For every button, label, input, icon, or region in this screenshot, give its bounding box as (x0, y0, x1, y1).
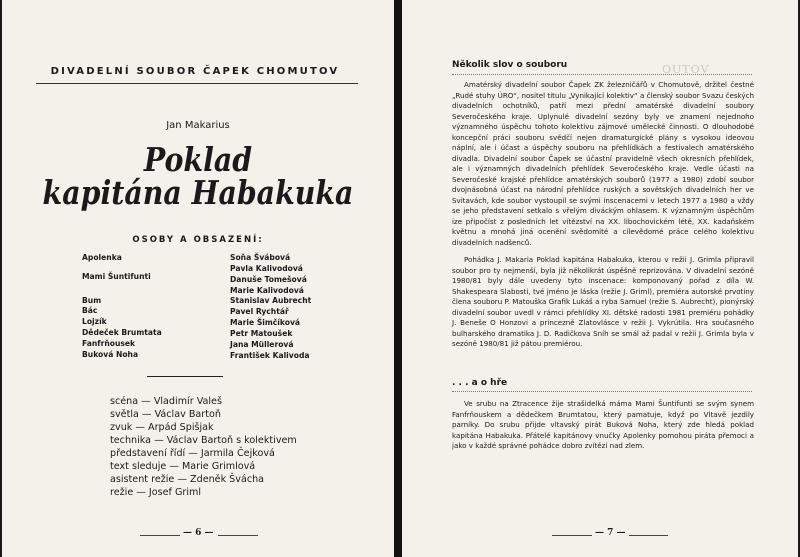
cast-actor: František Kalivoda (230, 351, 310, 360)
cast-actor: Pavel Rychtář (230, 307, 289, 316)
separator-rule (147, 376, 223, 377)
theatre-company-header: DIVADELNÍ SOUBOR ČAPEK CHOMUTOV (50, 66, 340, 77)
credit-line: technika — Václav Bartoň s kolektivem (110, 435, 297, 446)
book-gutter (394, 0, 402, 557)
cast-actor: Marie Šimčíková (230, 318, 301, 327)
section-title-about-company: Několik slov o souboru (452, 60, 568, 70)
company-paragraph-1 (452, 80, 754, 248)
cast-actor: Soňa Švábová (230, 253, 291, 262)
cast-role: Bum (82, 296, 102, 305)
section-rule (452, 391, 752, 392)
credit-line: režie — Josef Griml (110, 487, 202, 498)
cast-actor: Pavla Kalivodová (230, 264, 303, 273)
paragraph-text: Amatérský divadelní soubor Čapek ZK železničářů v Chomutově, držitel čestné „Rudé stuhy ÚRO“, nositel titulu „Vynikající kolektiv“ a členský soubor Svazu českých divadelních ochotníků, patří mezi přední amatérské divadelní soubory Severočeského kraje. Uplynulé divadelní sezóny byly ve znamení nejednoho významného úspěchu tohoto kolektivu zájmové umělecké činnosti. O dlouhodobé koncepční práci souboru svědčí nejen dramaturgické plány s vysokou ideovou náplní, ale i účast a úspěchy souboru na přehlídkách a festivalech amatérského divadla. Divadelní soubor Čapek se účastní pravidelně všech okresních přehlídek, ale i významných divadelních přehlídek Severočeského kraje. Vedle účasti na Severočeské krajské přehlídce amatérských souborů (1977 a 1980) zdobí soubor dvojnásobná účast na národní přehlídce ruských a sovětských divadelních her ve Svitavách, kde soubor vystoupil se svými inscenacemi v letech 1977 a 1980 a vždy se jeho představení setkalo s vřelým diváckým ohlasem. K významným úspěchům ize připočíst z posledních let vítězství na XX. libochovickém létě, XX. kadaňském květnu a mnohá jiná ocenění svědomité a cílevědomé práce celého kolektivu divadelních nadšenců. (452, 80, 754, 247)
play-title (29, 140, 366, 212)
credit-line: světla — Václav Bartoň (110, 409, 221, 420)
paragraph-text: Pohádka J. Makaria Poklad kapitána Habakuka, kterou v režii J. Grimla připravil soubor pro ty nejmenší, byla již několikrát úspěšně reprizována. V divadelní sezóně 1980/81 byly dále uvedeny tyto inscenace: komponovaný pořad z díla W. Shakespeara Slabosti, tvé jméno je láska (režie J. Griml), premiéra autorské prvotiny člena souboru P. Matouška Grafik Lukáš a ryba Samuel (režie S. Aubrecht), pionýrský divadelní soubor uvedl v rámci přehlídky XI. dětské radosti 1981 premiéru pohádky J. Beneše O Honzovi a princezně Zlatovlásce v režii J. Vykrútila. Hra současného bulharského dramatika J. D. Radičkova Sníh se smál až padal v režii J. Grimla byla v sezóně 1980/81 již pátou premiérou. (452, 255, 754, 348)
section-title-about-play: . . . a o hře (452, 378, 508, 388)
play-author: Jan Makarius (166, 120, 230, 131)
cast-role: Buková Noha (82, 350, 139, 359)
credit-line: asistent režie — Zdeněk Švácha (110, 474, 265, 485)
left-page (2, 0, 394, 557)
company-paragraph-2 (452, 255, 754, 350)
credit-line: scéna — Vladimír Valeš (110, 396, 222, 407)
footer-rule-right (218, 535, 258, 536)
footer-rule-right (628, 535, 668, 536)
play-title-line-2: kapitána Habakuka (42, 173, 354, 212)
cast-heading: OSOBY A OBSAZENÍ: (132, 235, 264, 245)
credit-line: zvuk — Arpád Spišjak (110, 422, 214, 433)
cast-actor: Stanislav Aubrecht (230, 296, 312, 305)
cast-role: Apolenka (82, 253, 122, 262)
play-paragraph (452, 399, 754, 452)
cast-role: Bác (82, 306, 98, 315)
section-rule (452, 74, 752, 75)
paragraph-text: Ve srubu na Ztracence žije strašidelká máma Mami Šuntifunti se svým synem Fanfrňouskem a dědečkem Brumtatou, který pamatuje, když po Vltavě jezdily parníky. Do srubu přijde vltavský pirát Buková Noha, který zde hledá poklad kapitána Habakuka. Přátelé kapitánovy vnučky Apolenky pomohou piráta přemoci a jako v každé správné pohádce dobro zvítězí nad zlem. (452, 399, 754, 450)
cast-actor: Petr Matoušek (230, 329, 293, 338)
right-page (402, 0, 798, 557)
cast-actor: Marie Kalivodová (230, 286, 304, 295)
play-title-line-1: Poklad (143, 140, 253, 179)
credit-line: text sleduje — Marie Grimlová (110, 461, 256, 472)
cast-actor: Jana Müllerová (230, 340, 294, 349)
footer-rule-left (140, 535, 180, 536)
page-number: — 7 — (592, 528, 629, 538)
cast-actor: Danuše Tomešová (230, 275, 307, 284)
credit-line: představení řídí — Jarmila Čejková (110, 448, 275, 459)
cast-role: Mami Šuntifunti (82, 272, 151, 281)
footer-rule-left (552, 535, 592, 536)
cast-role: Fanfrňousek (82, 339, 136, 348)
cast-role: Dědeček Brumtata (82, 328, 162, 337)
page-number: — 6 — (180, 528, 217, 538)
header-rule (36, 83, 358, 84)
cast-role: Lojzík (82, 317, 107, 326)
bleed-through-text: OUTOV (662, 63, 710, 76)
